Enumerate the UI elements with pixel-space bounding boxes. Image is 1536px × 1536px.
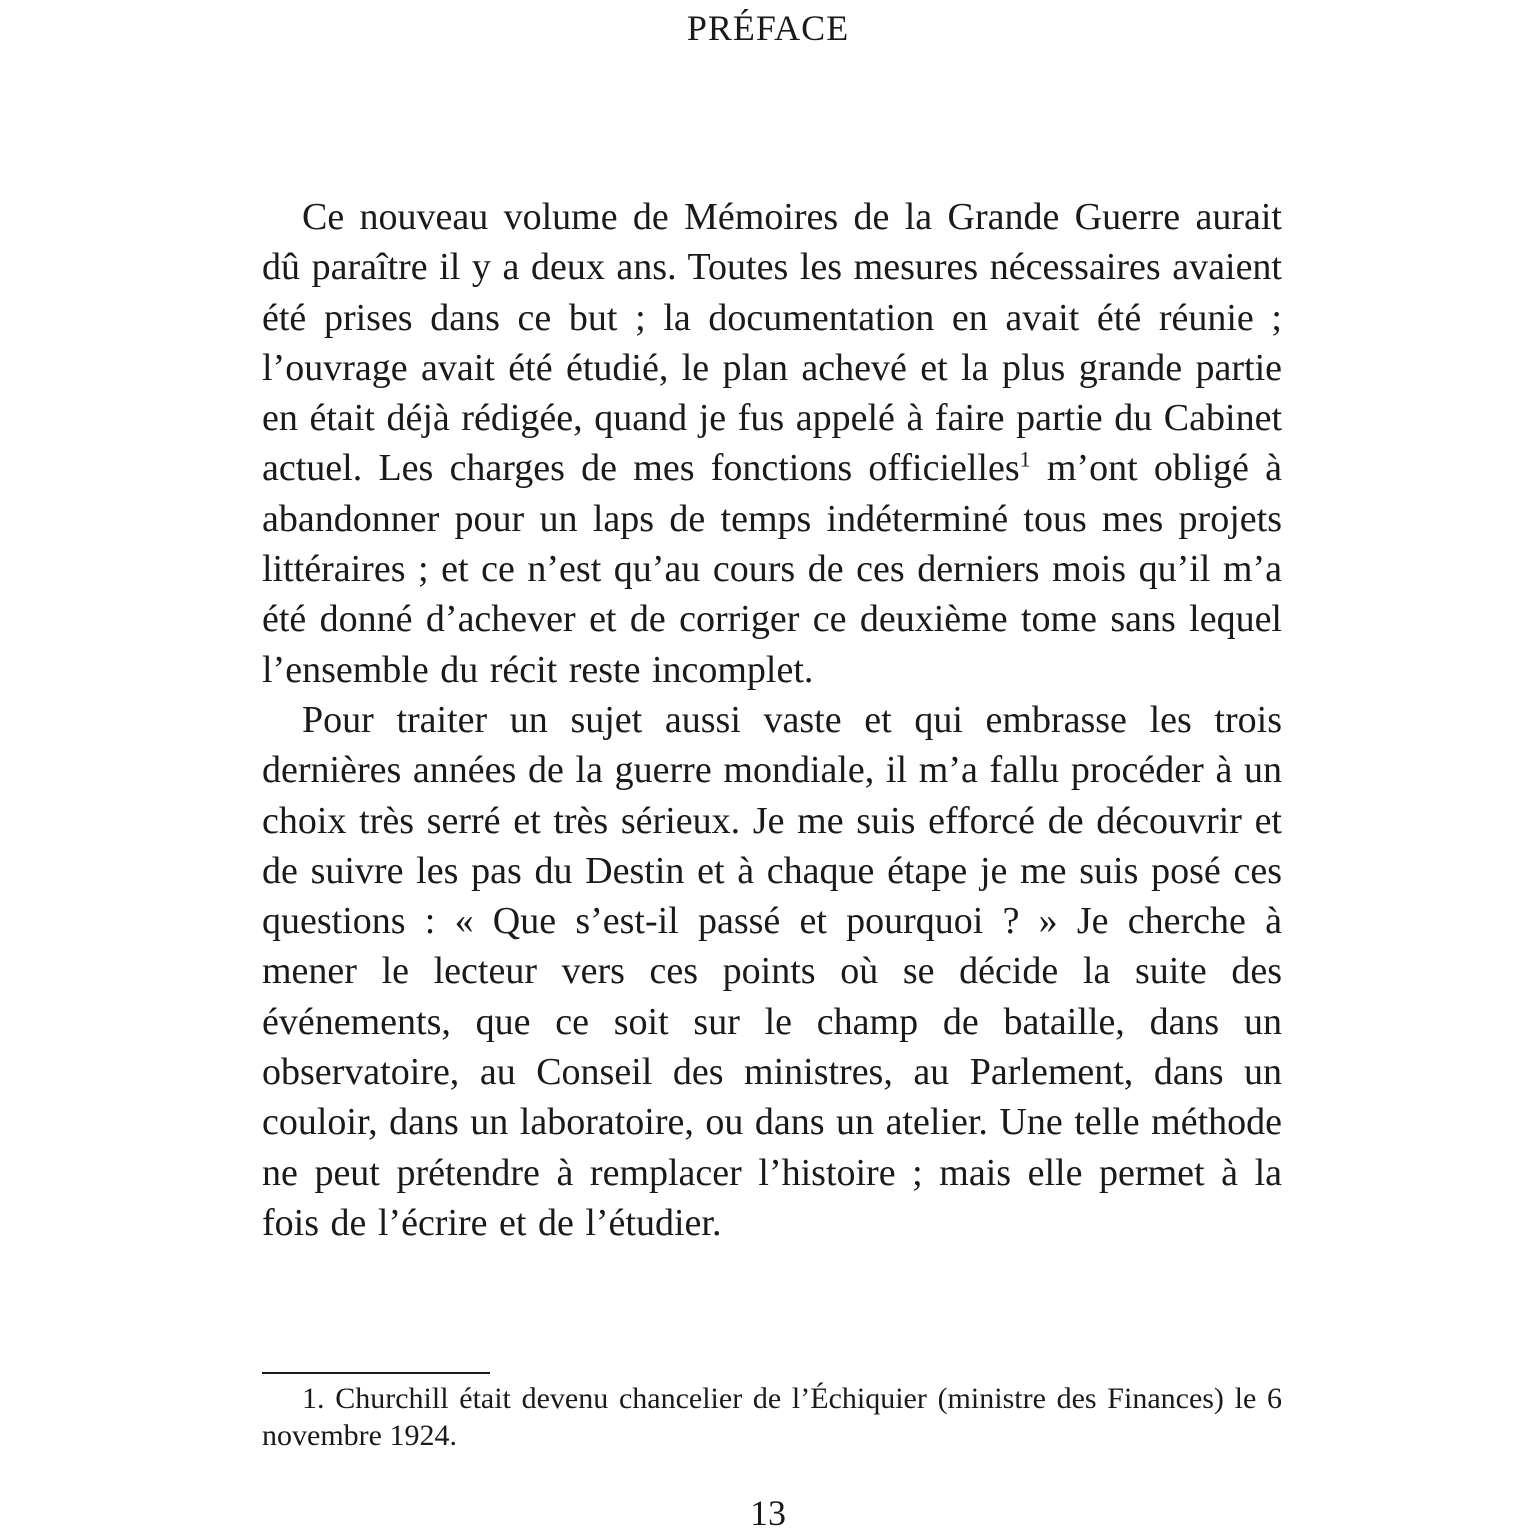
paragraph-1-before-note: Ce nouveau volume de Mémoires de la Grande Guerre aurait dû paraître il y a deux ans. Toutes les mesures nécessaires avaient été prises dans ce but ; la documentation en avait été réunie ; l’ouvrage avait été étudié, le plan achevé et la plus grande partie en était déjà rédigée, quand je fus appelé à faire partie du Cabinet actuel. Les charges de mes fonctions officielles xyxy=(262,196,1282,490)
running-title: PRÉFACE xyxy=(686,8,850,48)
paragraph-2: Pour traiter un sujet aussi vaste et qui embrasse les trois dernières années de la guerre mondiale, il m’a fallu procéder à un choix très serré et très sérieux. Je me suis efforcé de découvrir et de suivre les pas du Destin et à chaque étape je me suis posé ces questions : « Que s’est-il passé et pourquoi ? » Je cherche à mener le lecteur vers ces points où se décide la suite des événements, que ce soit sur le champ de bataille, dans un observatoire, au Conseil des ministres, au Parlement, dans un couloir, dans un laboratoire, ou dans un atelier. Une telle méthode ne peut prétendre à remplacer l’histoire ; mais elle permet à la fois de l’écrire et de l’étudier. xyxy=(262,698,1282,1244)
footnote-divider xyxy=(262,1372,490,1374)
paragraph-1 xyxy=(262,192,1282,695)
footnote-number: 1. xyxy=(302,1382,325,1415)
footnote xyxy=(262,1380,1282,1454)
paragraph-1-after-note: m’ont obligé à abandonner pour un laps de temps indéterminé tous mes projets littéraires ; et ce n’est qu’au cours de ces derniers mois qu’il m’a été donné d’achever et de corriger ce deuxième tome sans lequel l’ensemble du récit reste incomplet. xyxy=(262,447,1282,691)
footnote-reference: 1 xyxy=(1019,446,1031,472)
body-text xyxy=(262,192,1282,1248)
footnote-text: Churchill était devenu chancelier de l’Échiquier (ministre des Finances) le 6 novembre 1924. xyxy=(262,1382,1282,1452)
page-number: 13 xyxy=(750,1493,786,1533)
